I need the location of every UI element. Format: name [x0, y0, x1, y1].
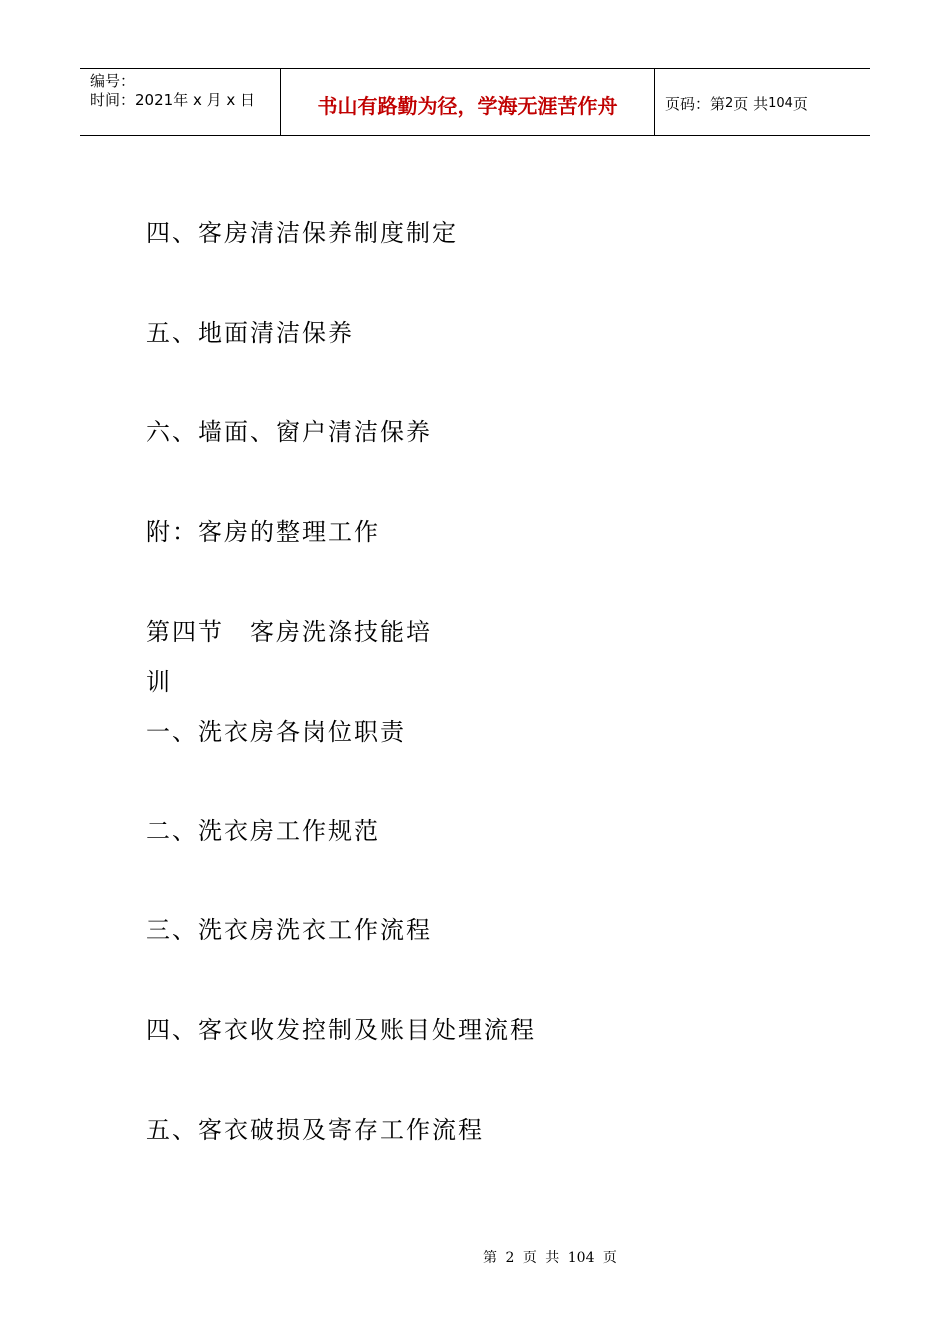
- toc-line: 四、客房清洁保养制度制定: [146, 219, 458, 247]
- page-footer: 第 2 页 共 104 页: [483, 1250, 617, 1266]
- document-header: [80, 68, 870, 136]
- date-prefix: 时间：: [90, 91, 136, 109]
- page-mid: 页 共: [733, 94, 769, 113]
- date-year: 2021: [135, 91, 174, 109]
- toc-line: 三、洗衣房洗衣工作流程: [146, 916, 432, 944]
- toc-line: 附：客房的整理工作: [146, 518, 380, 546]
- document-date: [90, 91, 280, 110]
- section-heading-cont: 训: [146, 668, 172, 696]
- page-label: 页码：第: [665, 94, 726, 113]
- document-number-label: 编号：: [90, 72, 136, 90]
- toc-line: 四、客衣收发控制及账目处理流程: [146, 1016, 536, 1044]
- toc-line: 二、洗衣房工作规范: [146, 817, 380, 845]
- toc-line: 五、地面清洁保养: [146, 319, 354, 347]
- header-page-info: [655, 69, 870, 135]
- page-total: 104: [768, 95, 793, 111]
- date-rest: 年 x 月 x 日: [173, 91, 256, 109]
- section-heading: 第四节 客房洗涤技能培: [146, 618, 432, 646]
- toc-line: 六、墙面、窗户清洁保养: [146, 418, 432, 446]
- page-current: 2: [725, 95, 734, 111]
- page-suffix: 页: [792, 94, 808, 113]
- toc-line: 五、客衣破损及寄存工作流程: [146, 1116, 484, 1144]
- header-motto: 书山有路勤为径，学海无涯苦作舟: [281, 69, 655, 135]
- header-meta: [80, 69, 281, 135]
- toc-line: 一、洗衣房各岗位职责: [146, 718, 406, 746]
